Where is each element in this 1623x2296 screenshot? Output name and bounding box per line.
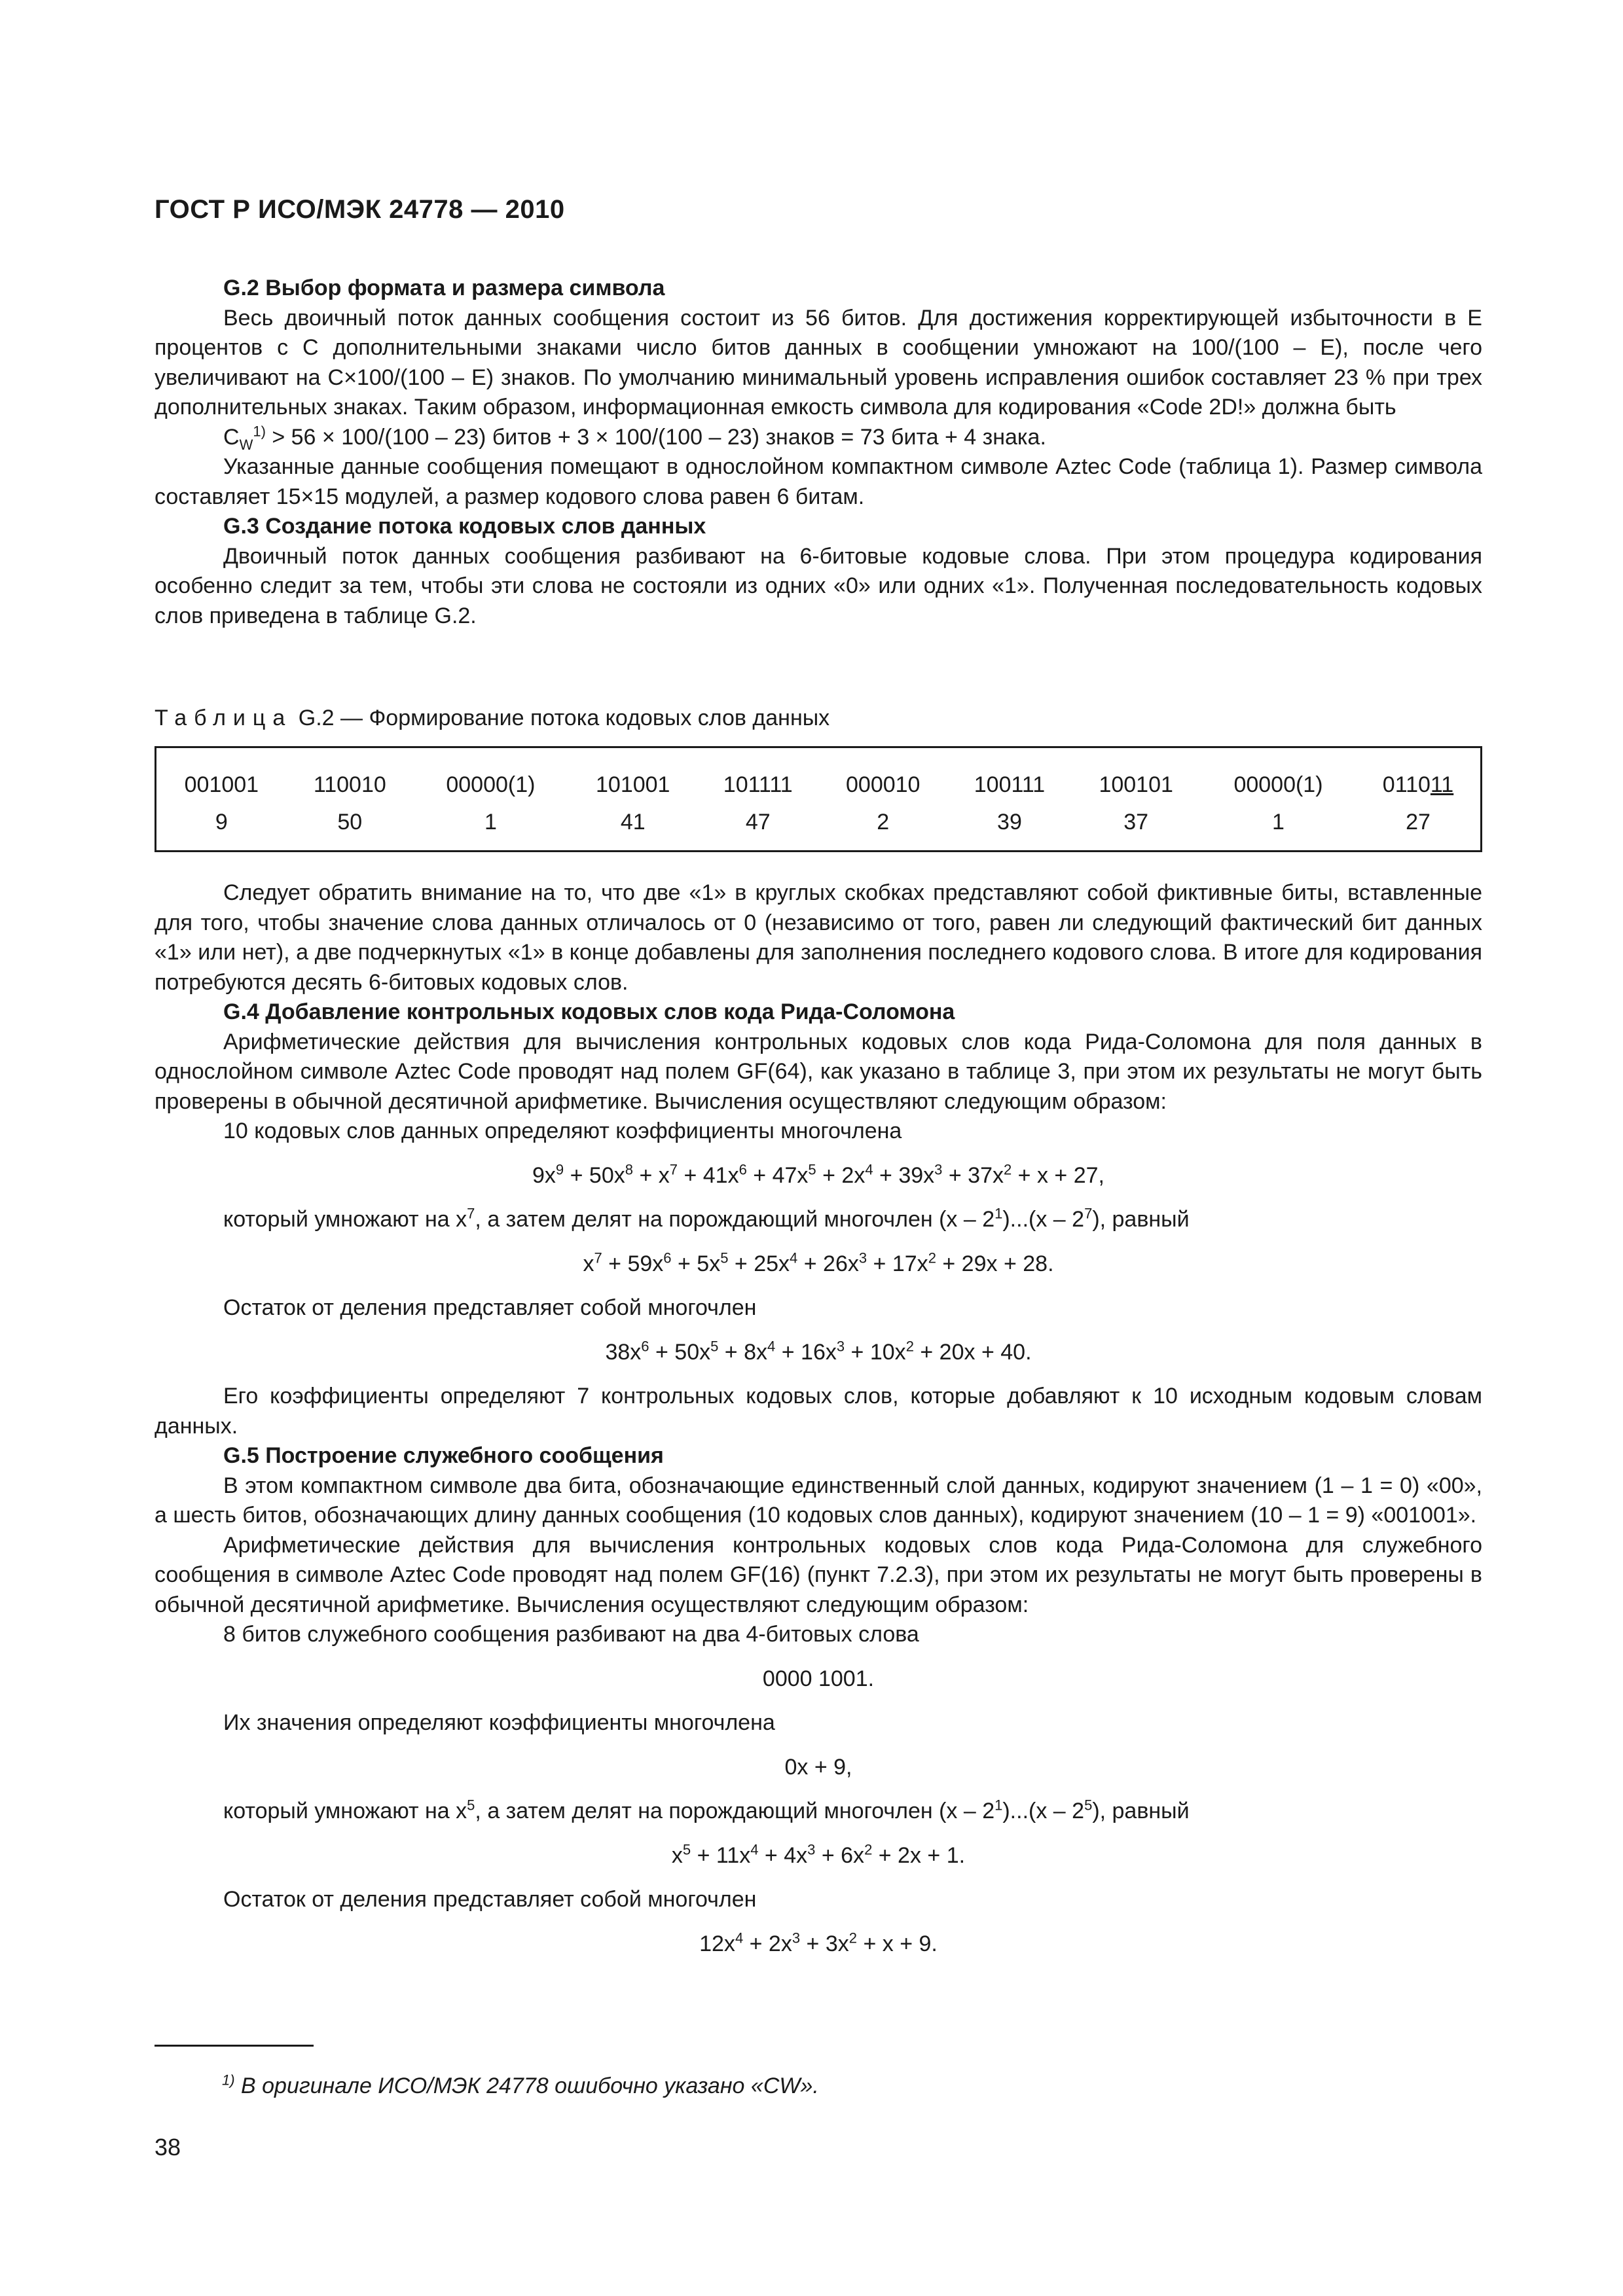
polynomial-service: 0x + 9, — [784, 1754, 852, 1780]
g5-paragraph-6: Остаток от деления представляет собой многочлен — [223, 1887, 757, 1912]
g5-paragraph-3: 8 битов служебного сообщения разбивают на два 4-битовых слова — [223, 1622, 919, 1647]
codeword-row — [156, 747, 1482, 804]
value-cell: 2 — [877, 810, 890, 834]
footnote — [222, 2073, 819, 2099]
codeword-cell: 101001 — [596, 772, 670, 797]
footnote-mark: 1) — [222, 2072, 235, 2089]
table-caption-word: Таблица — [155, 706, 293, 730]
value-cell: 1 — [1272, 810, 1285, 834]
value-cell: 39 — [997, 810, 1022, 834]
formula-sub: W — [239, 436, 253, 453]
g4-paragraph-2: 10 кодовых слов данных определяют коэффициенты многочлена — [223, 1119, 902, 1143]
value-cell: 47 — [745, 810, 771, 834]
heading-g5: G.5 Построение служебного сообщения — [223, 1443, 664, 1468]
g5-paragraph-2: Арифметические действия для вычисления контрольных кодовых слов кода Рида-Соломона для служебного сообщения в символе Aztec Code проводят над полем GF(16) (пункт 7.2.3), при этом их результаты не могут быть проверены в обычной десятичной арифметике. Вычисления осуществляют следующим образом: — [155, 1532, 1482, 1617]
polynomial-data: $9x^9 + 50x^8 + x^7 + 41x^6 + 47x^5 + 2x^4 + 39x^3 + 37x^2 + x + 27$, — [532, 1161, 1104, 1188]
g5-paragraph-1: В этом компактном символе два бита, обозначающие единственный слой данных, кодируют значением (1 – 1 = 0) «00», а шесть битов, обозначающих длину данных сообщения (10 кодовых слов данных), кодируют значением (10 – 1 = 9) «001001». — [155, 1473, 1482, 1528]
g2-formula — [155, 423, 1482, 453]
value-cell: 50 — [337, 810, 363, 834]
g4-paragraph-1: Арифметические действия для вычисления контрольных кодовых слов кода Рида-Соломона для поля данных в однослойном символе Aztec Code проводят над полем GF(64), как указано в таблице 3, при этом их результаты не могут быть проверены в обычной десятичной арифметике. Вычисления осуществляют следующим образом: — [155, 1029, 1482, 1114]
section-g4-g5 — [155, 878, 1482, 1959]
codeword-cell: 00000(1) — [446, 772, 536, 797]
value-cell: 9 — [215, 810, 228, 834]
value-cell: 37 — [1123, 810, 1149, 834]
value-cell: 1 — [484, 810, 497, 834]
codeword-table — [155, 746, 1482, 852]
heading-g2: G.2 Выбор формата и размера символа — [223, 276, 665, 300]
codeword-cell-last — [1356, 747, 1481, 804]
section-g2-g3 — [155, 274, 1482, 631]
codeword-cell: 100111 — [974, 772, 1046, 797]
footnote-separator — [155, 2045, 314, 2047]
heading-g3: G.3 Создание потока кодовых слов данных — [223, 514, 706, 539]
codeword-cell: 101111 — [723, 772, 793, 797]
table-caption — [155, 706, 830, 731]
codeword-padding-bits: 11 — [1430, 772, 1454, 797]
value-row — [156, 804, 1482, 852]
g5-paragraph-4: Их значения определяют коэффициенты многочлена — [223, 1710, 775, 1735]
value-cell: 27 — [1406, 810, 1431, 834]
polynomial-remainder-gf16: $12x^4 + 2x^3 + 3x^2 + x + 9$. — [699, 1929, 938, 1956]
g4-paragraph-3: который умножают на $x^7$, а затем делят на порождающий многочлен $(x - 2^1)...(x - 2^7)$, равный — [223, 1205, 1190, 1232]
page-number: 38 — [155, 2134, 181, 2161]
codeword-cell: 110010 — [313, 772, 386, 797]
document-header: ГОСТ Р ИСО/МЭК 24778 — 2010 — [155, 195, 565, 224]
g2-paragraph-1: Весь двоичный поток данных сообщения состоит из 56 битов. Для достижения корректирующей избыточности в E процентов с C дополнительными знаками число битов данных в сообщении умножают на 100/(100 – E), после чего увеличивают на C×100/(100 – E) знаков. По умолчанию минимальный уровень исправления ошибок составляет 23 % при трех дополнительных знаках. Таким образом, информационная емкость символа для кодирования «Code 2D!» должна быть — [155, 305, 1482, 420]
formula-sup: 1) — [253, 423, 266, 440]
table-caption-rest: G.2 — Формирование потока кодовых слов данных — [292, 706, 830, 730]
g2-paragraph-2: Указанные данные сообщения помещают в однослойном компактном символе Aztec Code (таблица 1). Размер символа составляет 15×15 модулей, а размер кодового слова равен 6 битам. — [155, 454, 1482, 509]
polynomial-generator-gf16: $x^5 + 11x^4 + 4x^3 + 6x^2 + 2x + 1$. — [671, 1841, 966, 1868]
after-table-paragraph: Следует обратить внимание на то, что две «1» в круглых скобках представляют собой фиктивные биты, вставленные для того, чтобы значение слова данных отличалось от 0 (независимо от того, равен ли следующий фактический бит данных «1» или нет), а две подчеркнутых «1» в конце добавлены для заполнения последнего кодового слова. В итоге для кодирования потребуются десять 6-битовых кодовых слов. — [155, 880, 1482, 995]
value-cell: 41 — [620, 810, 646, 834]
footnote-text: В оригинале ИСО/МЭК 24778 ошибочно указано «CW». — [234, 2073, 819, 2098]
codeword-cell: 001001 — [184, 772, 259, 797]
polynomial-generator-gf64: $x^7 + 59x^6 + 5x^5 + 25x^4 + 26x^3 + 17x^2 + 29x + 28$. — [583, 1249, 1054, 1276]
codeword-prefix: 0110 — [1382, 772, 1431, 797]
formula-c: C — [223, 424, 240, 450]
polynomial-remainder-gf64: $38x^6 + 50x^5 + 8x^4 + 16x^3 + 10x^2 + 20x + 40$. — [605, 1338, 1032, 1365]
g5-paragraph-5: который умножают на $x^5$, а затем делят на порождающий многочлен $(x - 2^1)...(x - 2^5)$, равный — [223, 1797, 1190, 1823]
codeword-cell: 00000(1) — [1233, 772, 1323, 797]
heading-g4: G.4 Добавление контрольных кодовых слов кода Рида-Соломона — [223, 999, 955, 1024]
codeword-cell: 000010 — [846, 772, 921, 797]
g3-paragraph-1: Двоичный поток данных сообщения разбивают на 6-битовые кодовые слова. При этом процедура кодирования особенно следит за тем, чтобы эти слова не состояли из одних «0» или одних «1». Полученная последовательность кодовых слов приведена в таблице G.2. — [155, 543, 1482, 628]
g4-paragraph-4: Остаток от деления представляет собой многочлен — [223, 1295, 757, 1320]
formula-rest: > 56 × 100/(100 – 23) битов + 3 × 100/(100 – 23) знаков = 73 бита + 4 знака. — [265, 424, 1046, 450]
service-words: 0000 1001. — [762, 1666, 875, 1691]
g4-paragraph-5: Его коэффициенты определяют 7 контрольных кодовых слов, которые добавляют к 10 исходным кодовым словам данных. — [155, 1384, 1482, 1439]
codeword-cell: 100101 — [1099, 772, 1173, 797]
